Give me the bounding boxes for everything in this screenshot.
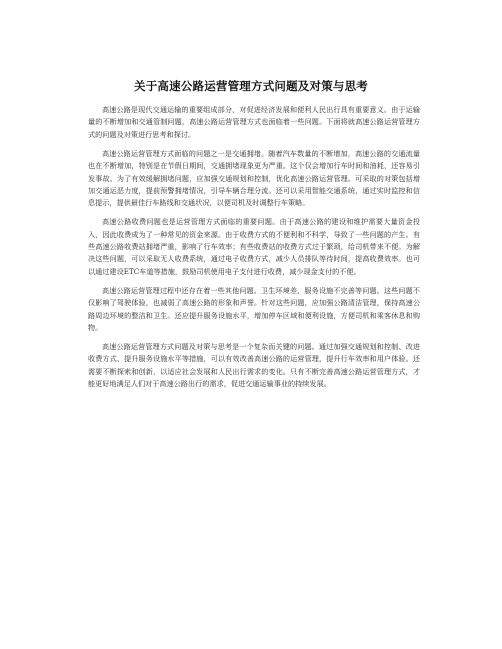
paragraph-intro: 高速公路是现代交通运输的重要组成部分，对促进经济发展和便利人民出行具有重要意义。由于运输量的不断增加和交通管制问题，高速公路运营管理方式也面临着一些问题。下面将就高速公路运营管理方式的问题及对策进行思考和探讨。 (88, 105, 420, 139)
paragraph-conclusion: 高速公路运营管理方式问题及对策与思考是一个复杂而关键的问题。通过加强交通规划和控制、改进收费方式、提升服务设施水平等措施，可以有效改善高速公路的运营管理，提升行车效率和用户体验。还需要不断探索和创新，以适应社会发展和人民出行需求的变化。只有不断完善高速公路运营管理方式，才能更好地满足人们对于高速公路出行的需求，促进交通运输事业的持续发展。 (88, 341, 420, 389)
document-title: 关于高速公路运营管理方式问题及对策与思考 (134, 79, 368, 93)
paragraph-traffic-congestion: 高速公路运营管理方式面临的问题之一是交通拥堵。随着汽车数量的不断增加，高速公路的交通流量也在不断增加，特别是在节假日期间，交通拥堵现象更为严重。这个仅会增加行车时间和油耗，还容易引发事故。为了有效缓解拥堵问题，应加强交通规划和控制，优化高速公路运营管理。可采取的对策包括增加交通运恶力度，提前预警拥堵情况，引导车辆合理分流。还可以采用智能交通系统，通过实时监控和信息提示，提供最佳行车路线和交通状况，以便司机及时调整行车策略。 (88, 148, 420, 208)
paragraph-other-issues: 高速公路运营管理过程中还存在着一些其他问题。卫生环境差、服务设施不完善等问题。这些问题不仅影响了驾驶体验，也减弱了高速公路的形象和声誉。针对这些问题，应加强公路清洁管理，保持高速公路周边环境的整洁和卫生。还应提升服务设施水平，增加停车区域和便利设施，方便司机和乘客休息和购物。 (88, 285, 420, 332)
document-body (88, 104, 420, 397)
paragraph-toll-collection: 高速公路收费问题也是运营管理方式面临的重要问题。由于高速公路的建设和维护需要大量资金投入，因此收费成为了一种常见的资金来源。由于收费方式的不便利和不科学，导致了一些问题的产生。有些高速公路收费站拥堵严重，影响了行车效率；有些收费站的收费方式过于繁琐，给司机带来不便。为解决这些问题，可以采取无人收费系统，通过电子收费方式，减少人员排队等待时间，提高收费效率。也可以通过建设ETC车道等措施，鼓励司机使用电子支付进行收费，减少现金支付的不便。 (88, 217, 420, 276)
